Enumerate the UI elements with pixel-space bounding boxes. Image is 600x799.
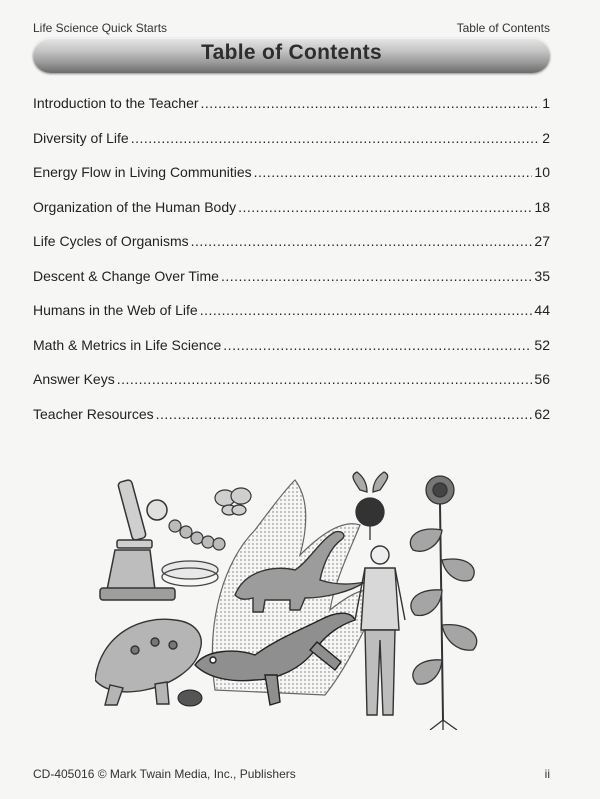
running-header-right: Table of Contents bbox=[456, 21, 550, 35]
running-header-left: Life Science Quick Starts bbox=[33, 21, 168, 35]
toc-leader-dots bbox=[238, 199, 532, 215]
toc-leader-dots bbox=[131, 130, 541, 146]
toc-entry-title: Answer Keys bbox=[33, 371, 115, 387]
toc-entry-title: Life Cycles of Organisms bbox=[33, 233, 189, 249]
toc-entry-title: Energy Flow in Living Communities bbox=[33, 164, 252, 180]
page-number: ii bbox=[544, 767, 550, 781]
sunflower-icon bbox=[410, 476, 476, 730]
toc-leader-dots bbox=[223, 337, 532, 353]
toc-entry-title: Math & Metrics in Life Science bbox=[33, 336, 222, 353]
toc-leader-dots bbox=[191, 233, 533, 249]
toc-leader-dots bbox=[201, 95, 541, 111]
footer-publisher: CD-405016 © Mark Twain Media, Inc., Publishers bbox=[33, 767, 296, 781]
toc-entry-page: 2 bbox=[542, 129, 550, 146]
toc-entry bbox=[33, 233, 550, 268]
petri-dish-icon bbox=[162, 561, 218, 586]
toc-leader-dots bbox=[254, 164, 533, 180]
microscope-icon bbox=[100, 479, 175, 600]
toc-leader-dots bbox=[200, 302, 533, 318]
toc-entry bbox=[33, 371, 550, 406]
toc-entry bbox=[33, 199, 550, 234]
toc-leader-dots bbox=[221, 268, 532, 284]
toc-entry-page: 52 bbox=[534, 336, 550, 353]
life-science-illustration bbox=[95, 470, 515, 730]
toc-entry-page: 10 bbox=[534, 164, 550, 180]
toc-entry-title: Descent & Change Over Time bbox=[33, 267, 219, 284]
person-icon bbox=[355, 546, 405, 715]
toc-entry-page: 18 bbox=[534, 198, 550, 215]
toc-entry-title: Humans in the Web of Life bbox=[33, 302, 198, 318]
toc-entry bbox=[33, 337, 550, 372]
toc-entry-page: 1 bbox=[542, 95, 550, 111]
page-title: Table of Contents bbox=[201, 41, 382, 64]
toc-leader-dots bbox=[156, 406, 533, 422]
butterfly-icon bbox=[215, 488, 251, 515]
toc-entry-page: 27 bbox=[534, 233, 550, 249]
toc-entry-title: Organization of the Human Body bbox=[33, 198, 237, 215]
toc-entry-page: 44 bbox=[534, 302, 550, 318]
toc-entry bbox=[33, 302, 550, 337]
table-of-contents bbox=[33, 95, 550, 440]
toc-entry bbox=[33, 268, 550, 303]
toc-leader-dots bbox=[117, 371, 533, 387]
toc-entry-page: 35 bbox=[534, 267, 550, 284]
toc-entry-title: Teacher Resources bbox=[33, 405, 154, 422]
toc-entry-page: 62 bbox=[534, 405, 550, 422]
title-banner bbox=[33, 38, 550, 73]
toc-entry bbox=[33, 95, 550, 130]
caterpillar-icon bbox=[169, 520, 225, 550]
toc-entry-title: Diversity of Life bbox=[33, 129, 129, 146]
toc-entry bbox=[33, 164, 550, 199]
toc-entry-title: Introduction to the Teacher bbox=[33, 95, 199, 111]
toc-entry bbox=[33, 130, 550, 165]
beetle-icon bbox=[178, 690, 202, 706]
toc-entry bbox=[33, 406, 550, 441]
toc-entry-page: 56 bbox=[534, 371, 550, 387]
